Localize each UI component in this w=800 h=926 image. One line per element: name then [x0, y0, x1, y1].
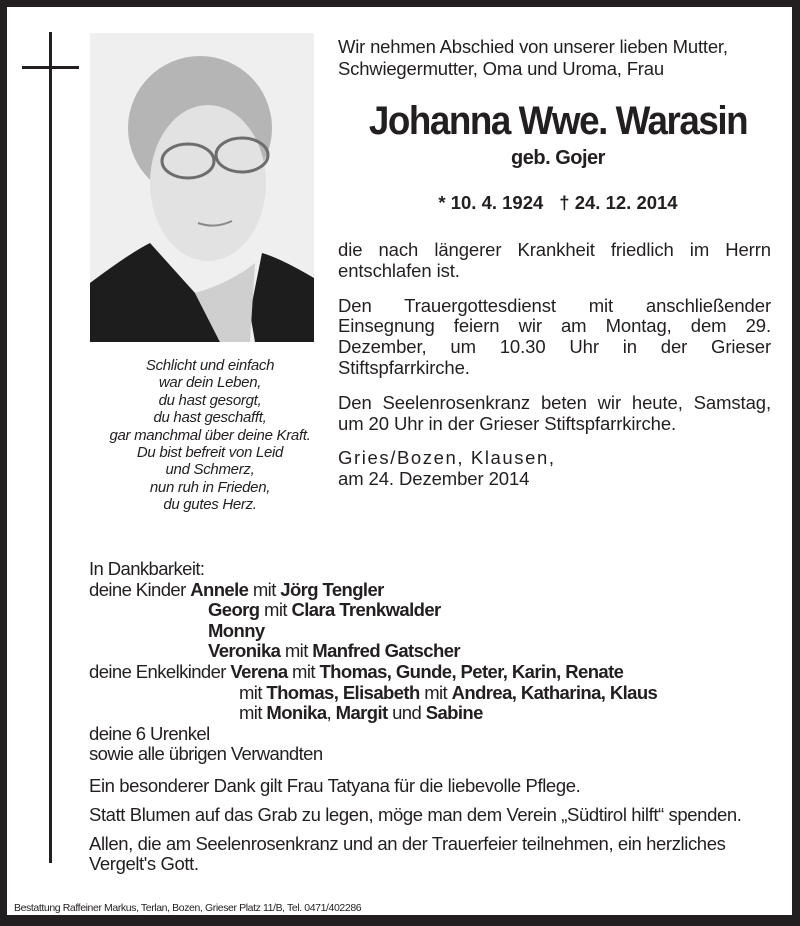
child-name: Veronika [208, 640, 281, 662]
grandchild-names: Thomas, Gunde, Peter, Karin, Renate [319, 660, 624, 682]
deceased-name: Johanna Wwe. Warasin [368, 99, 748, 143]
child-row [89, 580, 657, 601]
portrait-image [90, 33, 314, 342]
funeral-home-footer: Bestattung Raffeiner Markus, Terlan, Bozen, Grieser Platz 11/B, Tel. 0471/402286 [14, 902, 362, 914]
paragraph-funeral-service: Den Trauergottesdienst mit anschließender Einsegnung feiern wir am Montag, dem 29. Dezember, um 10.30 Uhr in der Grieser Stiftspfarrkirche. [338, 294, 771, 378]
paragraph-rosary: Den Seelenrosenkranz beten wir heute, Samstag, um 20 Uhr in der Grieser Stiftspfarrkirche. [338, 391, 771, 434]
date-line: am 24. Dezember 2014 [338, 468, 530, 490]
intro-line: Wir nehmen Abschied von unserer lieben Mutter, [338, 36, 728, 57]
family-list [89, 559, 657, 765]
place-date [338, 448, 771, 490]
paragraph-passing: die nach längerer Krankheit friedlich im Herrn entschlafen ist. [338, 239, 771, 281]
partner-name: Manfred Gatscher [312, 640, 460, 662]
separator: , [326, 702, 336, 724]
separator: mit [287, 660, 320, 682]
poem [80, 357, 340, 514]
portrait-photo [90, 33, 314, 342]
child-name: Annele [190, 578, 249, 600]
poem-line: gar manchmal über deine Kraft. [109, 426, 311, 444]
grandchild-row [89, 703, 657, 724]
separator: mit [239, 702, 267, 724]
partner-name: Clara Trenkwalder [291, 599, 441, 621]
maiden-name: geb. Gojer [511, 147, 605, 169]
grandchild-name: Verena [230, 660, 288, 682]
cross-icon-vertical [49, 32, 52, 863]
grandchild-name: Margit [335, 702, 388, 724]
separator: mit [248, 578, 281, 600]
separator: mit [280, 640, 313, 662]
child-name: Monny [208, 619, 265, 641]
separator: mit [259, 599, 292, 621]
poem-line: Schlicht und einfach [145, 357, 275, 374]
life-dates [338, 192, 778, 214]
grandchild-name: Sabine [425, 702, 483, 724]
grandchild-names: Andrea, Katharina, Klaus [451, 681, 658, 703]
child-row [89, 600, 657, 621]
children-label: deine Kinder [89, 578, 186, 600]
death-date: † 24. 12. 2014 [559, 192, 678, 213]
place: Gries/Bozen, Klausen, [338, 447, 556, 469]
poem-line: du hast geschafft, [153, 409, 267, 427]
special-thanks: Ein besonderer Dank gilt Frau Tatyana für die liebevolle Pflege. [89, 775, 581, 796]
child-row [89, 621, 657, 642]
final-thanks: Allen, die am Seelenrosenkranz und an der Trauerfeier teilnehmen, ein herzliches Vergelt's Gott. [89, 832, 726, 875]
poem-line: war dein Leben, [158, 374, 262, 392]
grandchild-name: Monika [266, 702, 327, 724]
poem-line: du gutes Herz. [163, 496, 257, 514]
cross-icon-horizontal [22, 66, 79, 69]
other-relatives: sowie alle übrigen Verwandten [89, 743, 323, 765]
announcement-body [338, 240, 771, 504]
grandchild-row [89, 662, 657, 683]
partner-name: Jörg Tengler [280, 578, 384, 600]
great-grandchildren: deine 6 Urenkel [89, 722, 210, 744]
birth-date: * 10. 4. 1924 [438, 192, 544, 213]
poem-line: du hast gesorgt, [158, 391, 262, 409]
grandchild-row [89, 683, 657, 704]
child-name: Georg [208, 599, 260, 621]
poem-line: Du bist befreit von Leid [136, 444, 284, 462]
intro-line: Schwiegermutter, Oma und Uroma, Frau [338, 57, 664, 79]
donation-request: Statt Blumen auf das Grab zu legen, möge man dem Verein „Südtirol hilft“ spenden. [89, 803, 742, 825]
closing-notes [89, 776, 779, 883]
intro-text [338, 36, 778, 79]
separator: mit [239, 681, 267, 703]
poem-line: und Schmerz, [165, 461, 255, 479]
separator: und [387, 702, 426, 724]
child-row [89, 641, 657, 662]
grandchildren-label: deine Enkelkinder [89, 660, 226, 682]
separator: mit [419, 681, 452, 703]
thanks-heading: In Dankbarkeit: [89, 558, 205, 579]
poem-line: nun ruh in Frieden, [149, 478, 271, 496]
grandchild-names: Thomas, Elisabeth [266, 681, 420, 703]
